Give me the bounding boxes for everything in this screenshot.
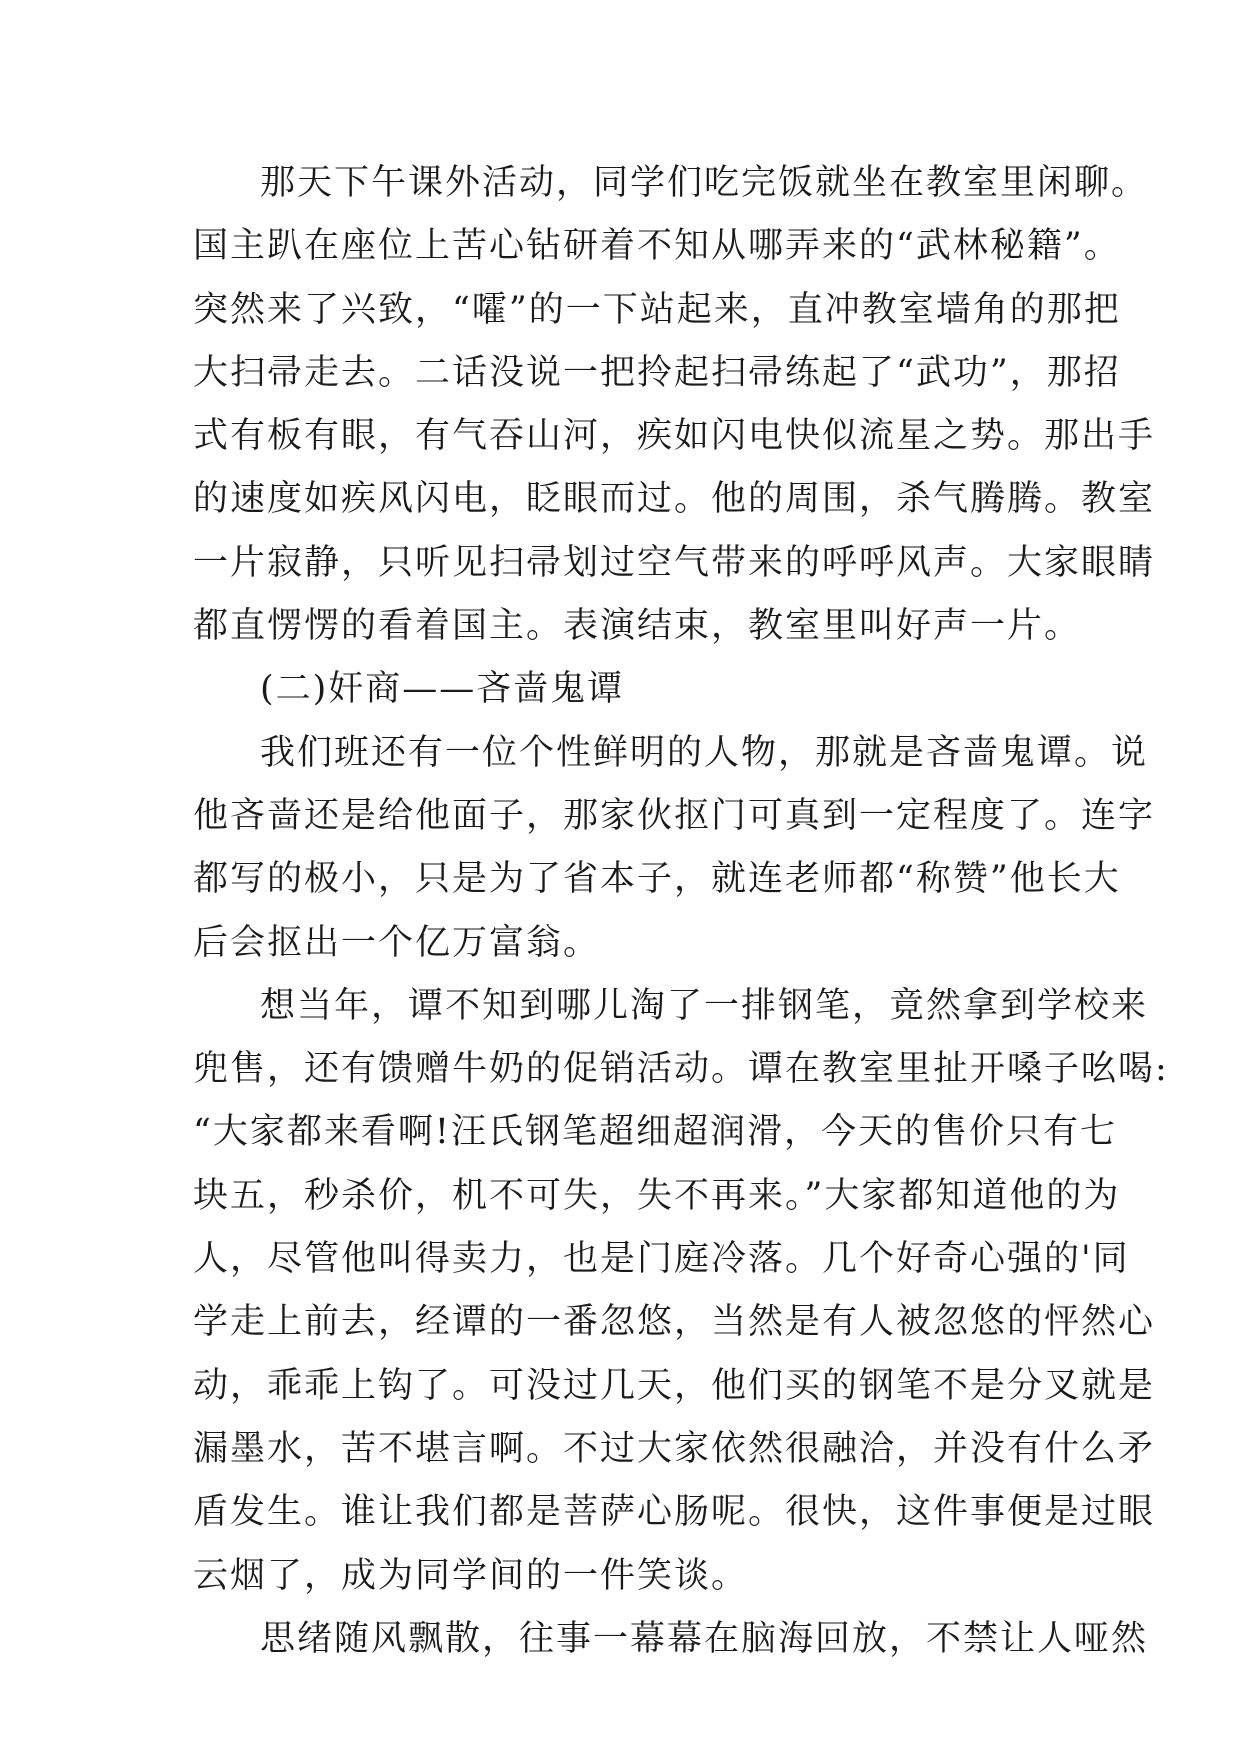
text-line: 兜售，还有馈赠牛奶的促销活动。谭在教室里扯开嗓子吆喝:	[193, 1049, 1169, 1090]
text-line: 一片寂静，只听见扫帚划过空气带来的呼呼风声。大家眼睛	[193, 542, 1156, 583]
section-heading: (二)奸商——吝啬鬼谭	[260, 669, 625, 710]
text-line: 大扫帚走去。二话没说一把拎起扫帚练起了“武功”，那招	[193, 352, 1121, 393]
text-line: 人，尽管他叫得卖力，也是门庭冷落。几个好奇心强的'同	[193, 1239, 1130, 1280]
text-line: 盾发生。谁让我们都是菩萨心肠呢。很快，这件事便是过眼	[193, 1492, 1156, 1533]
text-line: 思绪随风飘散，往事一幕幕在脑海回放，不禁让人哑然	[260, 1618, 1149, 1659]
text-line: 都写的极小，只是为了省本子，就连老师都“称赞”他长大	[193, 859, 1121, 900]
text-line: 式有板有眼，有气吞山河，疾如闪电快似流星之势。那出手	[193, 416, 1156, 457]
text-line: 国主趴在座位上苦心钻研着不知从哪弄来的“武林秘籍”。	[193, 226, 1121, 267]
text-line: 我们班还有一位个性鲜明的人物，那就是吝啬鬼谭。说	[260, 732, 1149, 773]
text-line: 想当年，谭不知到哪儿淘了一排钢笔，竟然拿到学校来	[260, 985, 1149, 1026]
text-line: 后会抠出一个亿万富翁。	[193, 922, 601, 963]
text-line: 的速度如疾风闪电，眨眼而过。他的周围，杀气腾腾。教室	[193, 479, 1156, 520]
text-line: 突然来了兴致，“嚯”的一下站起来，直冲教室墙角的那把	[193, 289, 1121, 330]
text-line: 学走上前去，经谭的一番忽悠，当然是有人被忽悠的怦然心	[193, 1302, 1156, 1343]
text-line: 漏墨水，苦不堪言啊。不过大家依然很融洽，并没有什么矛	[193, 1428, 1156, 1469]
text-line: 他吝啬还是给他面子，那家伙抠门可真到一定程度了。连字	[193, 795, 1156, 836]
text-line: 动，乖乖上钩了。可没过几天，他们买的钢笔不是分叉就是	[193, 1365, 1156, 1406]
text-line: 那天下午课外活动，同学们吃完饭就坐在教室里闲聊。	[260, 163, 1149, 203]
body-text	[193, 152, 1169, 1671]
text-line: 都直愣愣的看着国主。表演结束，教室里叫好声一片。	[193, 606, 1082, 647]
text-line: 云烟了，成为同学间的一件笑谈。	[193, 1555, 749, 1596]
text-line: 块五，秒杀价，机不可失，失不再来。”大家都知道他的为	[193, 1175, 1121, 1216]
text-line: “大家都来看啊!汪氏钢笔超细超润滑，今天的售价只有七	[193, 1112, 1117, 1153]
